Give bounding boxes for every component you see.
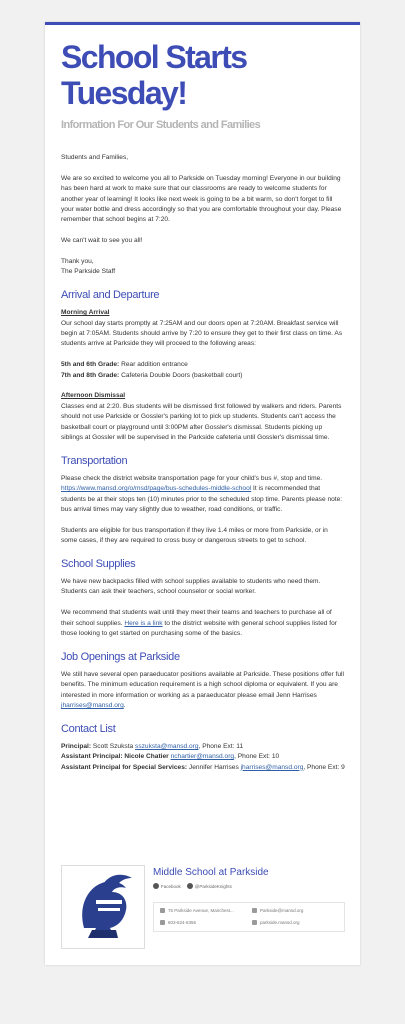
contact-role: Assistant Principal: Nicole Chatier (61, 753, 169, 761)
mail-icon (252, 908, 257, 913)
signoff (61, 257, 345, 278)
address-text: 75 Parkside Avenue, Manchest... (168, 908, 234, 913)
school-footer (61, 865, 345, 951)
supplies-link[interactable]: Here is a link (124, 619, 163, 627)
contact-ext: , Phone Ext: 9 (303, 763, 345, 771)
section-heading-supplies: School Supplies (61, 558, 136, 571)
grade-areas (61, 360, 345, 381)
intro-paragraph: We are so excited to welcome you all to Parkside on Tuesday morning! Everyone in our building has been hard at work to make sure that our classrooms are ready to welcome students for another year of learning! It looks like next week is going to be a bit warm, so don't forget to fill your water bottle and dress accordingly so that you are comfortable throughout your day. Please remember that school begins at 7:20. (61, 174, 342, 224)
contact-row (61, 753, 279, 760)
contact-email-link[interactable]: nchartier@mansd.org (170, 753, 235, 761)
morning-arrival-text: Our school day starts promptly at 7:25AM and our doors open at 7:20AM. Breakfast service will begin at 7:05AM. Students should arrive by 7:20 to ensure they get to their first class on time. As students arrive at Parkside they will proceed to the following areas: (61, 319, 343, 348)
jobs-text-end: . (123, 702, 126, 710)
afternoon-dismissal-label: Afternoon Dismissal (61, 392, 126, 400)
phone-row[interactable] (160, 920, 196, 925)
phone-icon (160, 920, 165, 925)
transportation-text-b: It is recommended that students be at their stops ten (10) minutes prior to the scheduled stop time. Parents please note: bus arrival times may vary slightly due to weather, road conditions, or traffic. (61, 485, 343, 514)
contact-email-link[interactable]: jharrises@mansd.org (240, 763, 304, 771)
newsletter-card (45, 22, 360, 965)
newsletter-body (61, 153, 345, 784)
grade-78-text: Cafeteria Double Doors (basketball court) (119, 371, 243, 379)
afternoon-dismissal-text: Classes end at 2:20. Bus students will be dismissed first followed by walkers and riders. Parents should not use Parkside or Gossler's parking lot to pick up students. Students can't access the basketball court or playground until 3:00PM after Gossler's dismissal. Students picking up siblings at Gossler will be supervised in the Parkside cafeteria until Gossler's dismissal time. (61, 402, 342, 442)
jobs-email-link[interactable]: jharrises@mansd.org (61, 702, 124, 710)
transportation-paragraph (61, 474, 345, 516)
website-row[interactable] (252, 920, 300, 925)
afternoon-dismissal (61, 391, 345, 443)
contact-email-link[interactable]: sszuksta@mansd.org (135, 742, 199, 750)
phone-text: 603-624-6356 (168, 920, 197, 925)
grade-56-text: Rear addition entrance (119, 361, 188, 369)
email-text: Parkside@mansd.org (260, 908, 304, 913)
supplies-text-a: We recommend that students wait until they meet their teams and teachers to purchase all of their school supplies. (61, 609, 332, 627)
contact-role: Principal: (61, 742, 92, 750)
facebook-icon (153, 883, 159, 889)
grade-56-label: 5th and 6th Grade: (61, 361, 120, 369)
globe-icon (252, 920, 257, 925)
knight-helmet-icon (62, 866, 144, 948)
grade-78-label: 7th and 8th Grade: (61, 371, 120, 379)
supplies-text-b: to the district website with general school supplies listed for those looking to get started on purchasing some of the basics. (61, 619, 338, 638)
contact-role: Assistant Principal for Special Services: (61, 763, 188, 771)
contact-name: Scott Szuksta (91, 742, 136, 750)
website-text: parkside.mansd.org (260, 920, 300, 925)
facebook-label: Facebook (161, 883, 181, 889)
jobs-paragraph (61, 670, 345, 712)
section-heading-transportation: Transportation (61, 454, 128, 467)
location-pin-icon (160, 908, 165, 913)
facebook-link[interactable] (153, 883, 181, 889)
signoff-name: The Parkside Staff (61, 268, 116, 276)
contact-ext: , Phone Ext: 11 (198, 742, 244, 750)
contact-row (61, 743, 243, 750)
supplies-paragraph: We have new backpacks filled with school supplies available to students who need them. Students can ask their teachers, school counselor or social worker. (61, 578, 321, 596)
section-heading-contacts: Contact List (61, 722, 116, 735)
social-links (153, 883, 232, 889)
bus-schedule-link[interactable]: https://www.mansd.org/o/msd/page/bus-schedules-middle-school (61, 485, 252, 493)
twitter-label: @ParksideKnights (194, 883, 232, 889)
supplies-paragraph-2 (61, 608, 345, 639)
page-subtitle: Information For Our Students and Families (61, 119, 261, 131)
twitter-icon (187, 883, 193, 889)
contact-list (61, 742, 345, 773)
contact-row (61, 764, 345, 771)
email-row[interactable] (252, 908, 303, 913)
transportation-text-a: Please check the district website transportation page for your child's bus #, stop and time. (61, 474, 323, 482)
jobs-text: We still have several open paraeducator positions available at Parkside. These positions offer full benefits. The minimum education requirement is a high school diploma or equivalent. If you are interested in more information or working as a paraeducator please email Jenn Harrises (61, 670, 344, 699)
intro-paragraph-2: We can't wait to see you all! (61, 237, 143, 245)
contact-info-box (153, 902, 345, 932)
twitter-link[interactable] (187, 883, 232, 889)
page-title: School Starts Tuesday! (61, 39, 247, 111)
morning-arrival (61, 308, 345, 350)
morning-arrival-label: Morning Arrival (61, 309, 110, 317)
section-heading-jobs: Job Openings at Parkside (61, 650, 180, 663)
address-row (160, 908, 234, 913)
section-heading-arrival: Arrival and Departure (61, 289, 160, 302)
transportation-eligibility: Students are eligible for bus transportation if they live 1.4 miles or more from Parkside, or in some cases, if they are required to cross busy or dangerous streets to get to school. (61, 526, 328, 545)
contact-name: Jennifer Harrises (187, 763, 241, 771)
greeting: Students and Families, (61, 154, 129, 161)
school-name: Middle School at Parkside (153, 867, 269, 878)
signoff-line: Thank you, (61, 258, 94, 266)
contact-ext: , Phone Ext: 10 (234, 753, 280, 761)
knight-logo (61, 865, 145, 949)
